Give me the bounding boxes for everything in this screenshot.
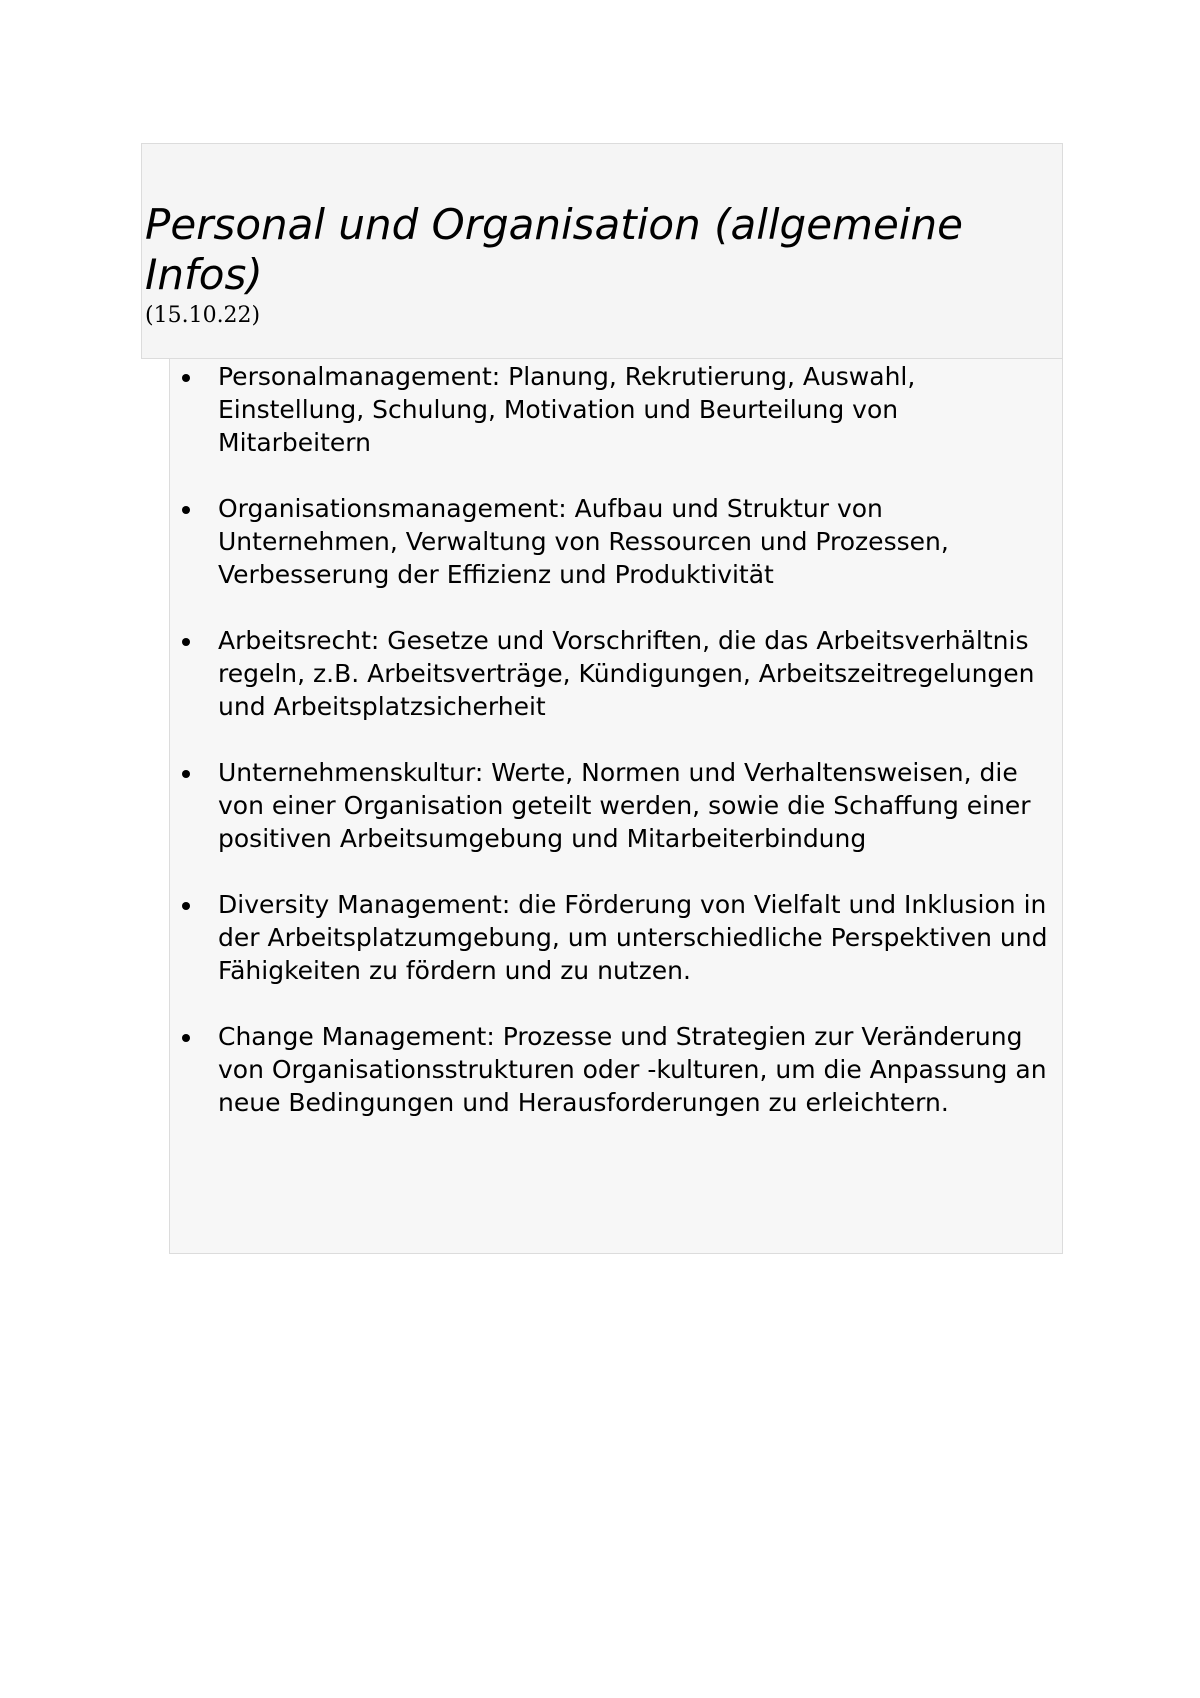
list-item-text: Organisationsmanagement: Aufbau und Struktur von Unternehmen, Verwaltung von Ressourcen und Prozessen, Verbesserung der Effizienz und Produktivität <box>218 494 949 589</box>
list-item <box>170 492 1064 591</box>
bullet-icon <box>182 506 190 514</box>
content-block <box>169 359 1063 1254</box>
bullet-icon <box>182 1034 190 1042</box>
list-item <box>170 360 1064 459</box>
page-title: Personal und Organisation (allgemeine Infos) <box>145 200 963 299</box>
list-item-text: Change Management: Prozesse und Strategien zur Veränderung von Organisationsstrukturen oder -kulturen, um die Anpassung an neue Bedingungen und Herausforderungen zu erleichtern. <box>218 1022 1047 1117</box>
document-date: (15.10.22) <box>145 303 261 328</box>
bullet-icon <box>182 374 190 382</box>
bullet-icon <box>182 902 190 910</box>
list-item-text: Personalmanagement: Planung, Rekrutierung, Auswahl, Einstellung, Schulung, Motivation und Beurteilung von Mitarbeitern <box>218 362 916 457</box>
bullet-list <box>170 359 1064 1152</box>
bullet-icon <box>182 638 190 646</box>
title-block <box>141 143 1063 359</box>
list-item-text: Arbeitsrecht: Gesetze und Vorschriften, die das Arbeitsverhältnis regeln, z.B. Arbeitsverträge, Kündigungen, Arbeitszeitregelungen und Arbeitsplatzsicherheit <box>218 626 1035 721</box>
list-item <box>170 756 1064 855</box>
list-item <box>170 1020 1064 1119</box>
list-item-text: Unternehmenskultur: Werte, Normen und Verhaltensweisen, die von einer Organisation geteilt werden, sowie die Schaffung einer positiven Arbeitsumgebung und Mitarbeiterbindung <box>218 758 1031 853</box>
bullet-icon <box>182 770 190 778</box>
list-item <box>170 888 1064 987</box>
list-item-text: Diversity Management: die Förderung von Vielfalt und Inklusion in der Arbeitsplatzumgebung, um unterschiedliche Perspektiven und Fähigkeiten zu fördern und zu nutzen. <box>218 890 1048 985</box>
list-item <box>170 624 1064 723</box>
